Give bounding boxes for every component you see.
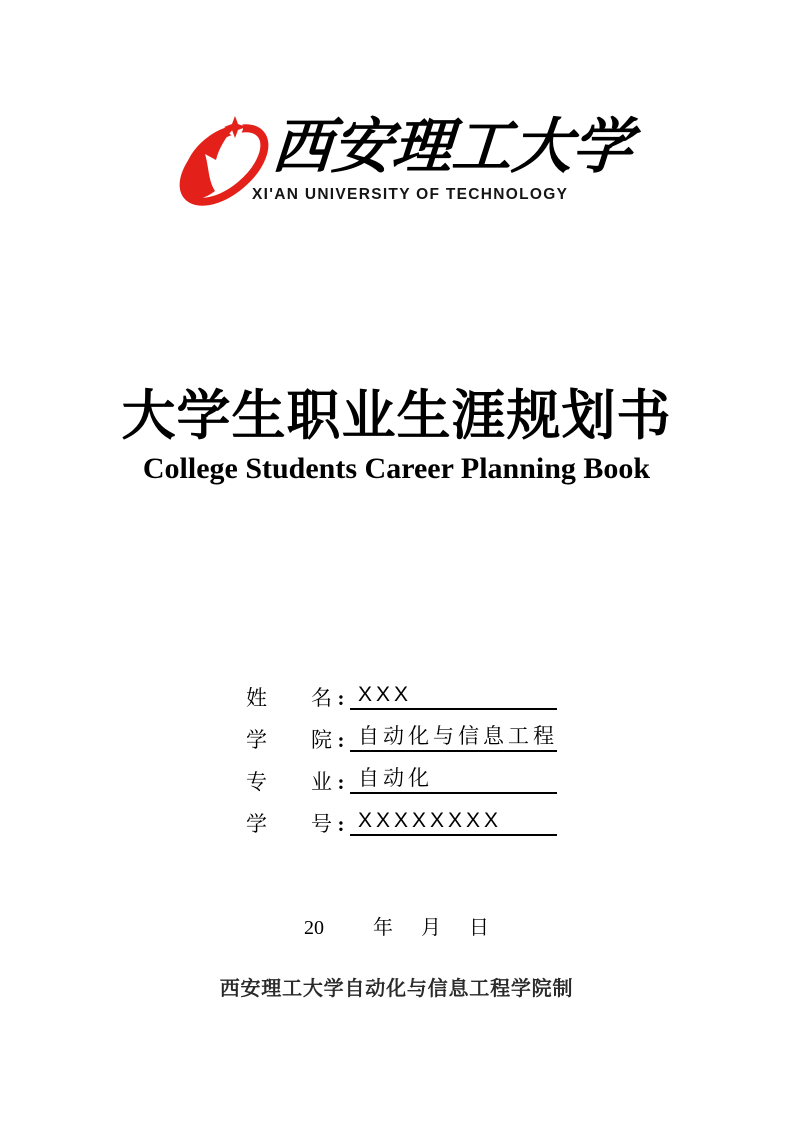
form-row-student-id xyxy=(246,810,557,836)
date-line xyxy=(0,916,793,940)
date-month-label: 月 xyxy=(421,917,441,939)
major-field-value: 自动化 xyxy=(350,767,557,794)
date-year-prefix: 20 xyxy=(304,917,324,939)
document-subtitle: College Students Career Planning Book xyxy=(142,452,651,485)
major-field-label: 专业 xyxy=(246,770,332,794)
university-name-cn: 西安理工大学 xyxy=(269,114,635,180)
form-row-college xyxy=(246,726,557,752)
form-row-major xyxy=(246,768,557,794)
university-name-en: XI'AN UNIVERSITY OF TECHNOLOGY xyxy=(252,186,569,203)
field-colon: : xyxy=(337,686,345,710)
student-id-field-label: 学号 xyxy=(246,812,332,836)
date-year-label: 年 xyxy=(373,917,393,939)
student-id-field-value: XXXXXXXX xyxy=(350,809,557,836)
issuing-department-note: 西安理工大学自动化与信息工程学院制 xyxy=(219,978,574,1000)
name-field-value: XXX xyxy=(350,683,557,710)
college-field-label: 学院 xyxy=(246,728,332,752)
field-colon: : xyxy=(337,812,345,836)
college-field-value: 自动化与信息工程 xyxy=(350,725,557,752)
name-field-label: 姓名 xyxy=(246,686,332,710)
field-colon: : xyxy=(337,770,345,794)
form-row-name xyxy=(246,684,557,710)
date-day-label: 日 xyxy=(469,917,489,939)
student-info-form xyxy=(246,684,557,852)
field-colon: : xyxy=(337,728,345,752)
document-title: 大学生职业生涯规划书 xyxy=(121,386,672,446)
